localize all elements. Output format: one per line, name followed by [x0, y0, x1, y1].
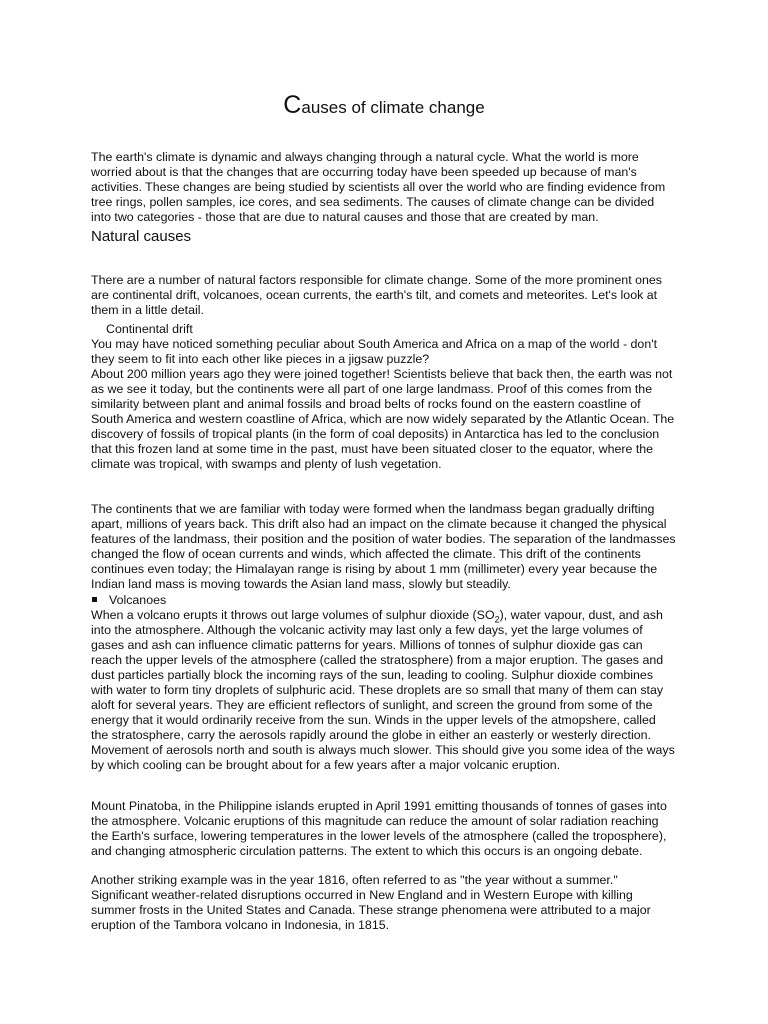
- volcanoes-section: [91, 593, 676, 773]
- intro-paragraph: The earth's climate is dynamic and always changing through a natural cycle. What the world is more worried about is that the changes that are occurring today have been speeded up because of man's activities. These changes are being studied by scientists all over the world who are finding evidence from tree rings, pollen samples, ice cores, and sea sediments. The causes of climate change can be divided into two categories - those that are due to natural causes and those that are created by man.: [91, 150, 666, 225]
- continental-drift-heading: Continental drift: [106, 322, 193, 336]
- page-title: [0, 91, 768, 122]
- volcanoes-heading: Volcanoes: [109, 593, 167, 607]
- volcanoes-paragraph-1-start: When a volcano erupts it throws out large volumes of sulphur dioxide (SO: [91, 608, 495, 622]
- continental-drift-paragraph-3: The continents that we are familiar with today were formed when the landmass began gradually drifting apart, millions of years back. This drift also had an impact on the climate because it changed the physical features of the landmass, their position and the position of water bodies. The separation of the landmasses changed the flow of ocean currents and winds, which affected the climate. This drift of the continents continues even today; the Himalayan range is rising by about 1 mm (millimeter) every year because the Indian land mass is moving towards the Asian land mass, slowly but steadily.: [91, 502, 676, 592]
- natural-causes-intro: There are a number of natural factors responsible for climate change. Some of the more prominent ones are continental drift, volcanoes, ocean currents, the earth's tilt, and comets and meteorites. Let's look at them in a little detail.: [91, 273, 662, 318]
- continental-drift-paragraph-1: You may have noticed something peculiar about South America and Africa on a map of the world - don't they seem to fit into each other like pieces in a jigsaw puzzle?: [91, 337, 658, 366]
- volcanoes-paragraph-1: [91, 608, 676, 773]
- volcanoes-paragraph-3: Another striking example was in the year 1816, often referred to as "the year without a summer." Significant weather-related disruptions occurred in New England and in Western Europe with killing summer frosts in the United States and Canada. These strange phenomena were attributed to a major eruption of the Tambora volcano in Indonesia, in 1815.: [91, 873, 651, 933]
- natural-causes-heading: Natural causes: [91, 228, 192, 245]
- continental-drift-section: [91, 322, 676, 472]
- title-dropcap: C: [283, 91, 302, 119]
- volcanoes-paragraph-1-rest: ), water vapour, dust, and ash into the atmosphere. Although the volcanic activity may last only a few days, yet the large volumes of gases and ash can influence climatic patterns for years. Millions of tonnes of sulphur dioxide gas can reach the upper levels of the atmosphere (called the stratosphere) from a major eruption. The gases and dust particles partially block the incoming rays of the sun, leading to cooling. Sulphur dioxide combines with water to form tiny droplets of sulphuric acid. These droplets are so small that many of them can stay aloft for several years. They are efficient reflectors of sunlight, and screen the ground from some of the energy that it would ordinarily receive from the sun. Winds in the upper levels of the atmopshere, called the stratosphere, carry the aerosols rapidly around the globe in either an easterly or westerly direction. Movement of aerosols north and south is always much slower. This should give you some idea of the ways by which cooling can be brought about for a few years after a major volcanic eruption.: [91, 608, 675, 772]
- title-text: auses of climate change: [301, 98, 485, 117]
- volcanoes-paragraph-2: Mount Pinatoba, in the Philippine islands erupted in April 1991 emitting thousands of tonnes of gases into the atmosphere. Volcanic eruptions of this magnitude can reduce the amount of solar radiation reaching the Earth's surface, lowering temperatures in the lower levels of the atmosphere (called the troposphere), and changing atmospheric circulation patterns. The extent to which this occurs is an ongoing debate.: [91, 799, 667, 859]
- continental-drift-paragraph-2: About 200 million years ago they were joined together! Scientists believe that back then, the earth was not as we see it today, but the continents were all part of one large landmass. Proof of this comes from the similarity between plant and animal fossils and broad belts of rocks found on the eastern coastline of South America and western coastline of Africa, which are now widely separated by the Atlantic Ocean. The discovery of fossils of tropical plants (in the form of coal deposits) in Antarctica has led to the conclusion that this frozen land at some time in the past, must have been situated closer to the equator, where the climate was tropical, with swamps and plenty of lush vegetation.: [91, 367, 675, 471]
- volcanoes-heading-line: [91, 593, 676, 608]
- so2-subscript: 2: [494, 614, 500, 625]
- bullet-square-icon: [92, 597, 97, 602]
